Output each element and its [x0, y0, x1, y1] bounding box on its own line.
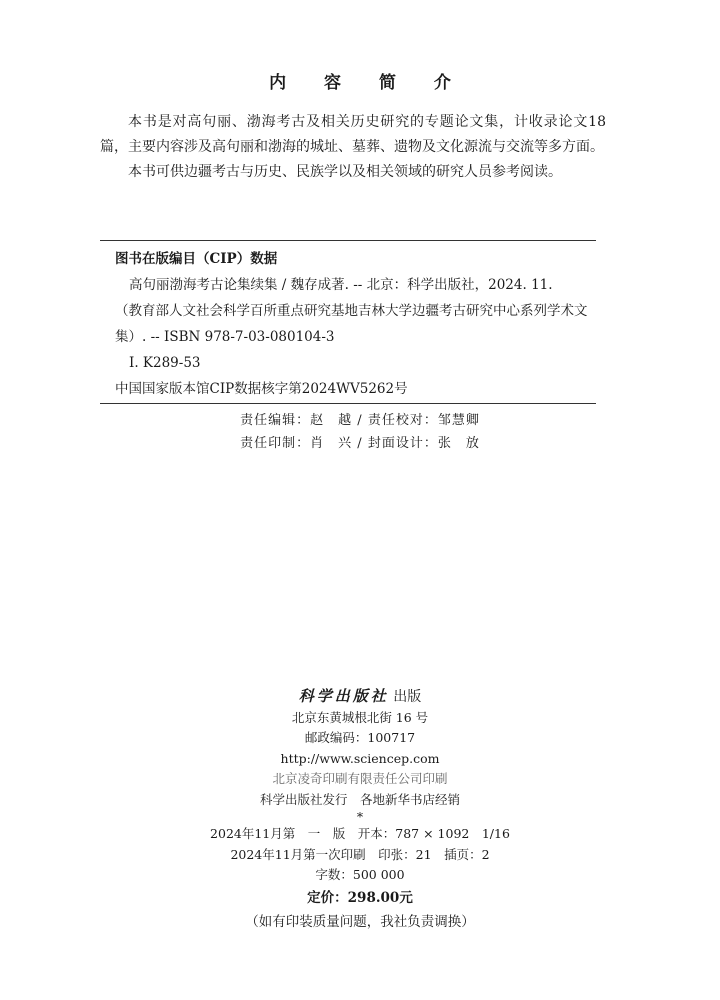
price: 定价：298.00元 [307, 889, 413, 906]
cip-top-rule [100, 240, 596, 241]
editors-block [0, 409, 720, 455]
word-count: 字数：500 000 [315, 867, 405, 882]
cip-series-line: （教育部人文社会科学百所重点研究基地吉林大学边疆考古研究中心系列学术文集）. -- ISBN 978-7-03-080104-3 [115, 303, 588, 345]
intro-paragraph: 本书可供边疆考古与历史、民族学以及相关领域的研究人员参考阅读。 [128, 164, 562, 180]
quality-notice: （如有印装质量问题，我社负责调换） [245, 913, 475, 930]
publisher-logo: 科学出版社 [298, 687, 389, 705]
intro-section [100, 110, 606, 185]
postcode: 邮政编码：100717 [304, 730, 416, 745]
separator-star: * [356, 809, 364, 824]
cip-record-number: 中国国家版本馆CIP数据核字第2024WV5262号 [115, 381, 408, 397]
publisher-suffix: 出版 [393, 689, 422, 705]
intro-paragraph: 本书是对高句丽、渤海考古及相关历史研究的专题论文集，计收录论文18篇，主要内容涉及高句丽和渤海的城址、墓葬、遗物及文化源流与交流等多方面。 [100, 114, 606, 155]
cip-bottom-rule [100, 403, 596, 404]
cip-block [115, 246, 605, 402]
publisher-address: 北京东黄城根北街 16 号 [291, 709, 429, 725]
intro-title: 内 容 简 介 [269, 73, 467, 93]
cip-heading: 图书在版编目（CIP）数据 [115, 251, 278, 267]
printing-info: 2024年11月第一次印刷 印张：21 插页：2 [230, 846, 490, 862]
website-link[interactable]: http://www.sciencep.com [280, 750, 440, 766]
cip-classification: Ⅰ. K289-53 [129, 355, 201, 371]
cip-title-line: 高句丽渤海考古论集续集 / 魏存成著. -- 北京：科学出版社，2024. 11. [129, 277, 553, 293]
edition-info: 2024年11月第 一 版 开本：787 × 1092 1/16 [210, 826, 510, 841]
publisher-line [0, 686, 720, 708]
editors-line: 责任印制：肖 兴 / 封面设计：张 放 [240, 436, 480, 451]
printer: 北京凌奇印刷有限责任公司印刷 [272, 771, 448, 786]
editors-line: 责任编辑：赵 越 / 责任校对：邹慧卿 [240, 413, 480, 428]
distribution: 科学出版社发行 各地新华书店经销 [259, 791, 460, 807]
colophon [0, 686, 720, 934]
